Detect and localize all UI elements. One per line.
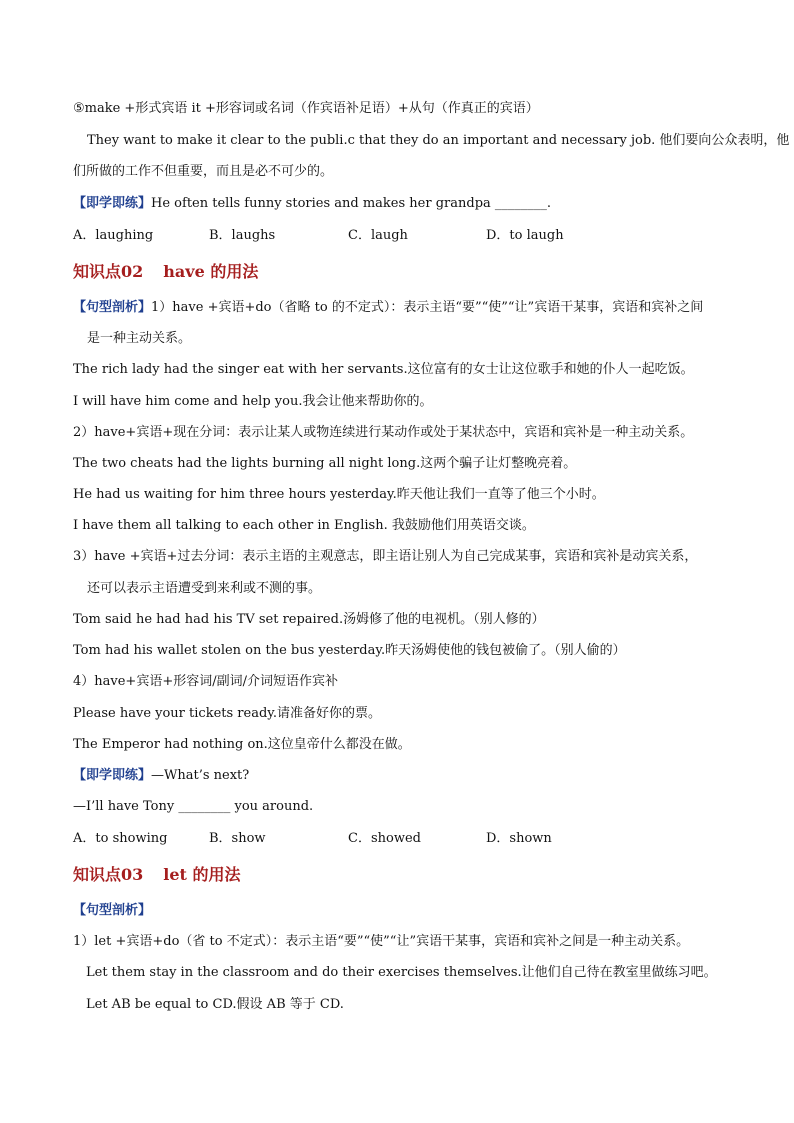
practice-line (73, 195, 551, 213)
rule-line (73, 299, 703, 317)
example-sentence: He had us waiting for him three hours yesterday.昨天他让我们一直等了他三个小时。 (73, 487, 605, 502)
answer-options (73, 227, 733, 245)
example-sentence: Let AB be equal to CD.假设 AB 等于 CD. (86, 997, 344, 1012)
rule-text: 1）have +宾语+do（省略 to 的不定式）：表示主语“要”“使”“让”宾语干某事，宾语和宾补之间 (151, 300, 704, 315)
option-d[interactable]: D．shown (486, 831, 552, 846)
example-sentence: The Emperor had nothing on.这位皇帝什么都没在做。 (73, 737, 411, 752)
section-topic: have 的用法 (163, 262, 259, 281)
analysis-line (73, 902, 151, 920)
example-sentence: Tom had his wallet stolen on the bus yesterday.昨天汤姆使他的钱包被偷了。（别人偷的） (73, 643, 626, 658)
rule-text: 1）let +宾语+do（省 to 不定式）：表示主语“要”“使”“让”宾语干某事，宾语和宾补之间是一种主动关系。 (73, 934, 690, 949)
option-a[interactable]: A．laughing (73, 228, 154, 243)
option-c[interactable]: C．showed (348, 831, 421, 846)
rule-text-cont: 是一种主动关系。 (87, 331, 192, 346)
practice-tag: 【即学即练】 (73, 768, 152, 783)
practice-tag: 【即学即练】 (73, 196, 152, 211)
example-sentence: Let them stay in the classroom and do their exercises themselves.让他们自己待在教室里做练习吧。 (86, 965, 717, 980)
example-sentence: Please have your tickets ready.请准备好你的票。 (73, 706, 382, 721)
rule-text: 4）have+宾语+形容词/副词/介词短语作宾补 (73, 674, 338, 689)
practice-question: —What’s next? (151, 768, 250, 783)
section-heading-let (73, 865, 241, 885)
analysis-tag: 【句型剖析】 (73, 903, 152, 918)
rule-text: 2）have+宾语+现在分词：表示让某人或物连续进行某动作或处于某状态中，宾语和宾补是一种主动关系。 (73, 425, 694, 440)
option-d[interactable]: D．to laugh (486, 228, 564, 243)
rule-text: 3）have +宾语+过去分词：表示主语的主观意志，即主语让别人为自己完成某事，宾语和宾补是动宾关系， (73, 549, 698, 564)
analysis-tag: 【句型剖析】 (73, 300, 152, 315)
practice-question: He often tells funny stories and makes her grandpa ________. (151, 196, 552, 211)
make-rule: ⑤make +形式宾语 it +形容词或名词（作宾语补足语）+从句（作真正的宾语） (73, 101, 539, 116)
option-b[interactable]: B．show (209, 831, 266, 846)
example-sentence: I will have him come and help you.我会让他来帮助你的。 (73, 394, 433, 409)
example-sentence: The two cheats had the lights burning all night long.这两个骗子让灯整晚亮着。 (73, 456, 577, 471)
section-heading-have (73, 262, 258, 282)
example-sentence: Tom said he had had his TV set repaired.汤姆修了他的电视机。（别人修的） (73, 612, 545, 627)
answer-options (73, 830, 733, 848)
practice-line (73, 767, 249, 785)
example-sentence: They want to make it clear to the publi.c that they do an important and necessary job. 他们要向公众表明，他 (87, 133, 790, 148)
practice-question-cont: —I’ll have Tony ________ you around. (73, 799, 314, 814)
example-sentence-cont: 们所做的工作不但重要，而且是必不可少的。 (73, 164, 334, 179)
option-c[interactable]: C．laugh (348, 228, 408, 243)
example-sentence: I have them all talking to each other in English. 我鼓励他们用英语交谈。 (73, 518, 535, 533)
option-a[interactable]: A．to showing (73, 831, 168, 846)
section-number: 知识点02 (73, 262, 144, 281)
option-b[interactable]: B．laughs (209, 228, 276, 243)
section-topic: let 的用法 (163, 865, 241, 884)
section-number: 知识点03 (73, 865, 144, 884)
example-sentence: The rich lady had the singer eat with her servants.这位富有的女士让这位歌手和她的仆人一起吃饭。 (73, 362, 694, 377)
rule-text-cont: 还可以表示主语遭受到来利或不测的事。 (87, 581, 322, 596)
